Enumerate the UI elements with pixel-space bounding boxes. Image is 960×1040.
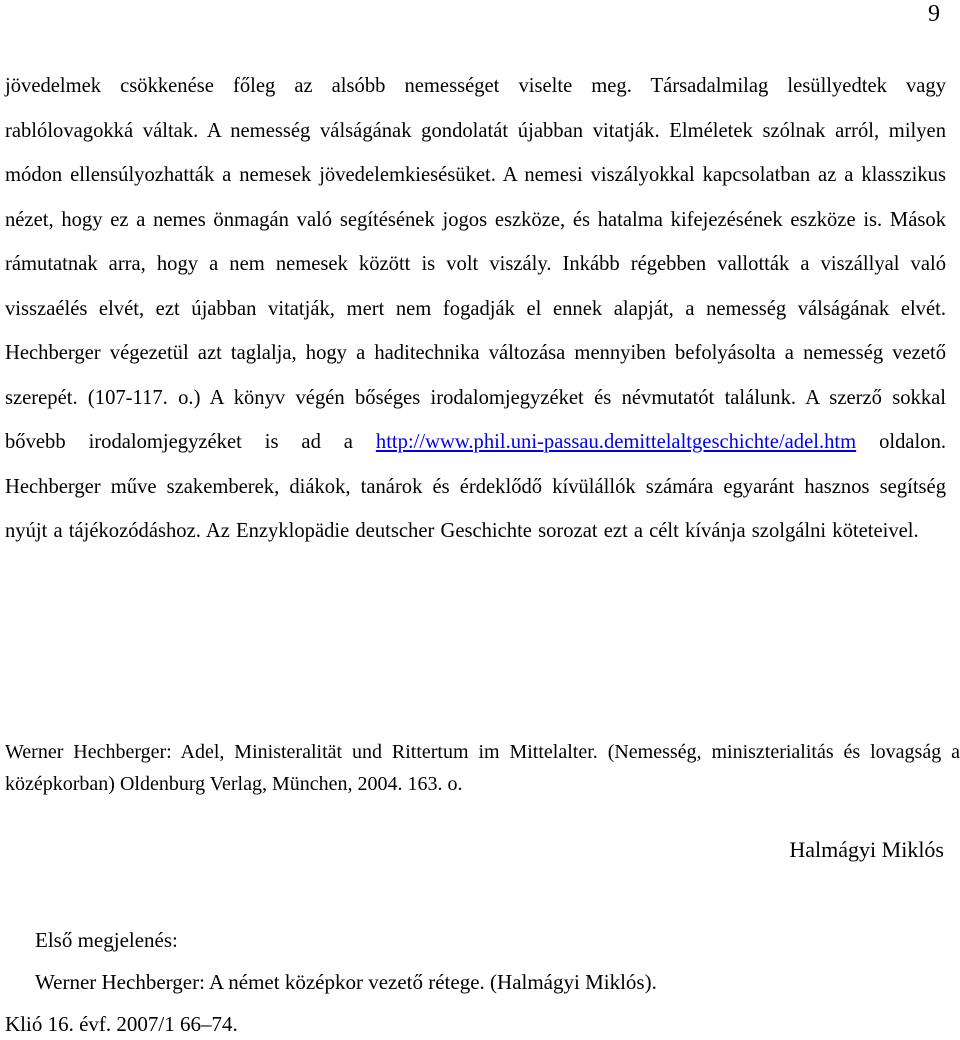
paragraph-text-after-link: oldalon. Hechberger műve szakemberek, diákok, tanárok és érdeklődő kívülállók számára egyaránt hasznos segítség nyújt a tájékozódáshoz. Az Enzyklopädie deutscher Geschichte sorozat ezt a célt kívánja szolgálni köteteivel. <box>5 431 947 542</box>
review-paragraph <box>5 64 946 554</box>
page-number: 9 <box>928 1 940 27</box>
author-signature: Halmágyi Miklós <box>789 837 944 862</box>
paragraph-text-before-link: jövedelmek csökkenése főleg az alsóbb nemességet viselte meg. Társadalmilag lesüllyedtek vagy rablólovagokká váltak. A nemesség válságának gondolatát újabban vitatják. Elméletek szólnak arról, milyen módon ellensúlyozhatták a nemesek jövedelemkiesésüket. A nemesi viszályokkal kapcsolatban az a klasszikus nézet, hogy ez a nemes önmagán való segítésének jogos eszköze, és hatalma kifejezésének eszköze is. Mások rámutatnak arra, hogy a nem nemesek között is volt viszály. Inkább régebben vallották a viszállyal való visszaélés elvét, ezt újabban vitatják, mert nem fogadják el ennek alapját, a nemesség válságának elvét. Hechberger végezetül azt taglalja, hogy a haditechnika változása mennyiben befolyásolta a nemesség vezető szerepét. (107-117. o.) A könyv végén bőséges irodalomjegyzéket és névmutatót találunk. A szerző sokkal bővebb irodalomjegyzéket is ad a <box>5 75 946 453</box>
journal-reference: Klió 16. évf. 2007/1 66–74. <box>5 1012 238 1036</box>
first-publication-label: Első megjelenés: <box>35 928 178 952</box>
first-publication-reference: Werner Hechberger: A német középkor vezető rétege. (Halmágyi Miklós). <box>35 970 657 994</box>
bibliography-link[interactable]: http://www.phil.uni-passau.demittelaltgeschichte/adel.htm <box>375 431 857 453</box>
book-citation: Werner Hechberger: Adel, Ministeralität und Rittertum im Mittelalter. (Nemesség, miniszterialitás és lovagság a középkorban) Oldenburg Verlag, München, 2004. 163. o. <box>5 741 960 795</box>
